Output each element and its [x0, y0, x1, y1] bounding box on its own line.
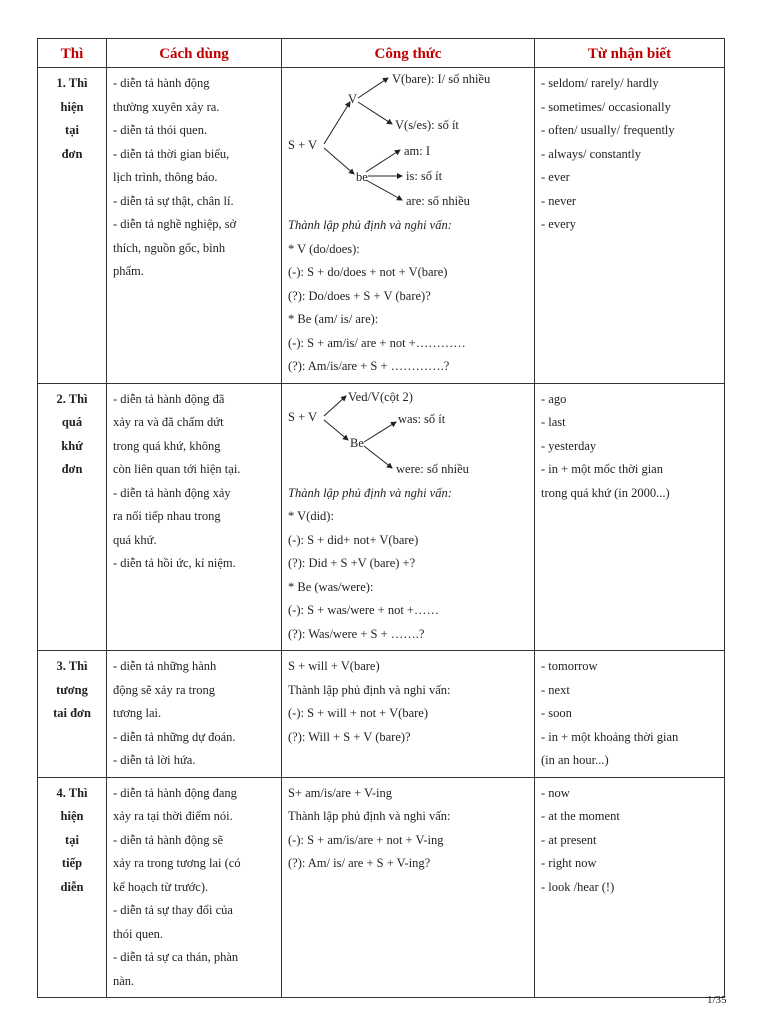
usage-line: xảy ra tại thời điểm nói.	[113, 809, 233, 823]
usage-line: ra nối tiếp nhau trong	[113, 509, 221, 523]
header-usage: Cách dùng	[107, 39, 282, 68]
usage-cell	[107, 651, 282, 778]
tense-name-line: 4. Thì	[56, 785, 88, 800]
signal-word: - sometimes/ occasionally	[541, 99, 671, 114]
signals-cell	[535, 777, 725, 998]
usage-line: còn liên quan tới hiện tại.	[113, 462, 241, 476]
signal-word: trong quá khứ (in 2000...)	[541, 485, 670, 500]
formula-line: (?): Will + S + V (bare)?	[288, 729, 411, 744]
formula-cell	[282, 68, 535, 384]
usage-cell	[107, 777, 282, 998]
table-row	[38, 383, 725, 651]
signal-word: - next	[541, 682, 570, 697]
diagram-am: am: I	[404, 144, 431, 158]
tense-name-line: tiếp	[61, 856, 83, 870]
usage-line: thích, nguồn gốc, bình	[113, 240, 226, 255]
usage-line: tương lai.	[113, 706, 162, 720]
formula-line: (-): S + am/is/ are + not +…………	[288, 335, 466, 350]
table-row	[38, 651, 725, 778]
usage-line: nàn.	[113, 973, 135, 988]
formula-line: S+ am/is/are + V-ing	[288, 785, 393, 800]
tense-name-cell	[38, 68, 107, 384]
formula-line: (?): Was/were + S + …….?	[288, 626, 425, 641]
signal-word: - seldom/ rarely/ hardly	[541, 76, 659, 90]
formula-line: * V (do/does):	[288, 241, 360, 256]
formula-line: Thành lập phủ định và nghi vấn:	[288, 682, 451, 697]
usage-line: xảy ra trong tương lai (có	[113, 856, 241, 870]
signal-word: - last	[541, 415, 566, 429]
usage-line: quá khứ.	[113, 532, 157, 547]
signal-word: - look /hear (!)	[541, 879, 615, 894]
signal-word: - in + một mốc thời gian	[541, 462, 663, 476]
diagram-be-node: Be	[350, 435, 364, 450]
usage-line: - diễn tả hành động sẽ	[113, 832, 224, 847]
formula-line: * Be (was/were):	[288, 579, 374, 594]
usage-line: thói quen.	[113, 926, 163, 941]
table-row	[38, 68, 725, 384]
signal-word: - in + một khoảng thời gian	[541, 729, 679, 744]
usage-line: kế hoạch từ trước).	[113, 879, 209, 894]
formula-line: S + will + V(bare)	[288, 659, 380, 673]
signals-cell	[535, 68, 725, 384]
signal-word: - every	[541, 217, 577, 231]
signal-word: (in an hour...)	[541, 753, 609, 767]
usage-line: - diễn tả hành động	[113, 76, 210, 90]
usage-line: thường xuyên xảy ra.	[113, 99, 220, 114]
formula-line: (?): Am/ is/ are + S + V-ing?	[288, 856, 431, 870]
signal-word: - always/ constantly	[541, 146, 641, 161]
usage-line: - diễn tả sự thay đổi của	[113, 903, 233, 917]
tense-name-line: 2. Thì	[56, 391, 88, 406]
tree-lines	[288, 72, 528, 214]
usage-cell	[107, 383, 282, 651]
usage-line: xảy ra và đã chấm dứt	[113, 415, 224, 429]
tense-name-line: khứ	[61, 438, 83, 453]
usage-line: - diễn tả những dự đoán.	[113, 729, 236, 744]
signal-word: - ever	[541, 170, 570, 184]
diagram-v-node: V	[348, 92, 358, 106]
signal-word: - yesterday	[541, 438, 597, 453]
header-row	[38, 39, 725, 68]
tense-name-line: 3. Thì	[56, 659, 88, 673]
signal-word: - right now	[541, 856, 597, 870]
formula-cell	[282, 383, 535, 651]
header-formula: Công thức	[282, 39, 535, 68]
page-number: 1/35	[707, 994, 727, 1006]
tense-name-line: tại	[65, 832, 79, 847]
signals-cell	[535, 383, 725, 651]
signal-word: - ago	[541, 391, 567, 406]
signal-word: - never	[541, 193, 577, 208]
usage-line: động sẽ xảy ra trong	[113, 682, 216, 697]
tense-name-line: đơn	[61, 146, 83, 161]
usage-line: - diễn tả thời gian biểu,	[113, 146, 230, 161]
header-signals: Từ nhận biết	[535, 39, 725, 68]
diagram-ved: Ved/V(cột 2)	[348, 389, 413, 404]
formula-line: (-): S + am/is/are + not + V-ing	[288, 832, 444, 847]
signal-word: - often/ usually/ frequently	[541, 123, 675, 137]
tense-name-line: diễn	[60, 879, 84, 894]
tense-name-line: tại	[65, 123, 79, 137]
formula-line: Thành lập phủ định và nghi vấn:	[288, 809, 451, 823]
tense-name-line: hiện	[60, 99, 84, 114]
diagram-v-ses: V(s/es): số ít	[395, 118, 459, 132]
diagram-v-bare: V(bare): I/ số nhiều	[392, 72, 491, 86]
usage-line: - diễn tả sự thật, chân lí.	[113, 193, 234, 208]
signals-cell	[535, 651, 725, 778]
diagram-root: S + V	[288, 409, 318, 424]
tense-name-line: quá	[61, 415, 83, 429]
tense-name-line: hiện	[60, 809, 84, 823]
tense-name-cell	[38, 383, 107, 651]
diagram-root: S + V	[288, 138, 318, 152]
present-simple-tree-diagram	[288, 72, 528, 214]
usage-line: - diễn tả sự ca thán, phàn	[113, 950, 239, 964]
tense-name-cell	[38, 651, 107, 778]
past-simple-tree-diagram	[288, 388, 528, 482]
tense-name-line: tai đơn	[53, 706, 91, 720]
diagram-is: is: số ít	[406, 169, 443, 183]
tense-name-line: đơn	[61, 462, 83, 476]
signal-word: - at present	[541, 832, 597, 847]
formula-line: (?): Do/does + S + V (bare)?	[288, 288, 431, 303]
formula-line: (?): Did + S +V (bare) +?	[288, 556, 416, 570]
signal-word: - tomorrow	[541, 659, 598, 673]
signal-word: - now	[541, 785, 570, 800]
formula-line: (?): Am/is/are + S + ………….?	[288, 359, 450, 373]
usage-line: trong quá khứ, không	[113, 438, 221, 453]
diagram-were: were: số nhiều	[396, 461, 469, 476]
table-row	[38, 777, 725, 998]
tense-name-cell	[38, 777, 107, 998]
usage-line: phẩm.	[113, 264, 144, 278]
tense-name-line: 1. Thì	[56, 76, 88, 90]
usage-line: - diễn tả nghề nghiệp, sở	[113, 217, 237, 231]
tense-table	[37, 38, 725, 998]
diagram-was: was: số ít	[398, 411, 446, 426]
formula-line: * Be (am/ is/ are):	[288, 312, 379, 326]
usage-line: lịch trình, thông báo.	[113, 170, 218, 184]
formula-line: Thành lập phủ định và nghi vấn:	[288, 218, 452, 232]
usage-line: - diễn tả hành động đã	[113, 391, 225, 406]
diagram-be-node: be	[356, 170, 368, 184]
signal-word: - at the moment	[541, 809, 620, 823]
usage-line: - diễn tả những hành	[113, 659, 217, 673]
signal-word: - soon	[541, 706, 572, 720]
formula-line: Thành lập phủ định và nghi vấn:	[288, 485, 452, 500]
diagram-are: are: số nhiều	[406, 194, 470, 208]
formula-line: (-): S + did+ not+ V(bare)	[288, 532, 419, 547]
usage-line: - diễn tả lời hứa.	[113, 753, 196, 767]
formula-line: * V(did):	[288, 509, 334, 523]
formula-cell	[282, 777, 535, 998]
usage-line: - diễn tả hồi ức, kỉ niệm.	[113, 556, 236, 570]
usage-line: - diễn tả thói quen.	[113, 123, 208, 137]
usage-line: - diễn tả hành động đang	[113, 785, 237, 800]
formula-line: (-): S + will + not + V(bare)	[288, 706, 428, 720]
header-tense: Thì	[38, 39, 107, 68]
usage-line: - diễn tả hành động xảy	[113, 485, 231, 500]
tense-name-line: tương	[56, 682, 88, 697]
formula-line: (-): S + was/were + not +……	[288, 603, 439, 617]
formula-line: (-): S + do/does + not + V(bare)	[288, 265, 448, 279]
usage-cell	[107, 68, 282, 384]
formula-cell	[282, 651, 535, 778]
